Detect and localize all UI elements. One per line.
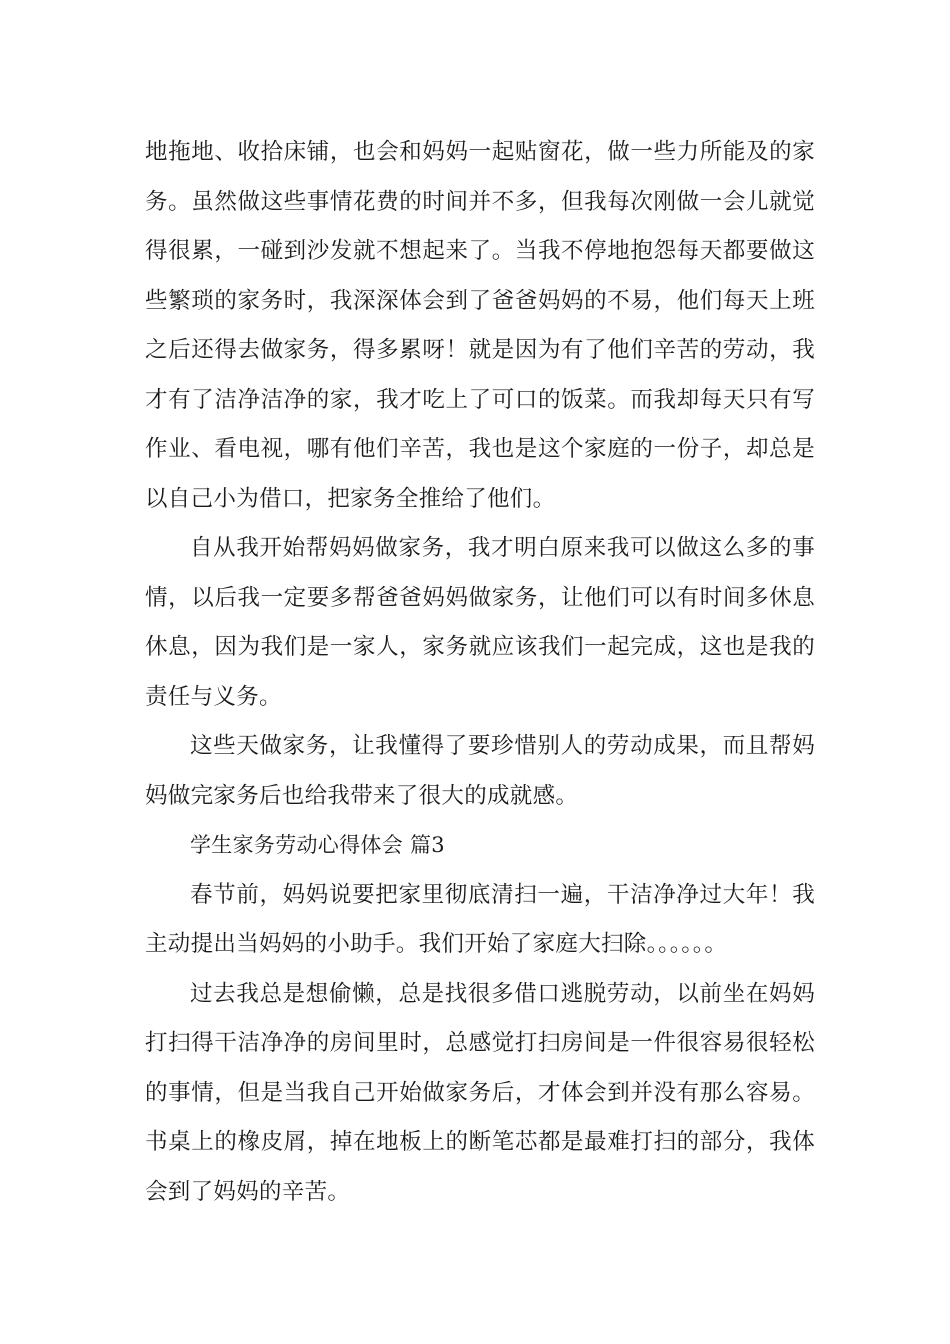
paragraph: 过去我总是想偷懒，总是找很多借口逃脱劳动，以前坐在妈妈打扫得干洁净净的房间里时，总感觉打扫房间是一件很容易很轻松的事情，但是当我自己开始做家务后，才体会到并没有那么容易。书桌上的橡皮屑，掉在地板上的断笔芯都是最难打扫的部分，我体会到了妈妈的辛苦。 bbox=[145, 980, 815, 1205]
section-heading: 学生家务劳动心得体会 篇3 bbox=[190, 833, 445, 857]
paragraph-continuation: 地拖地、收拾床铺，也会和妈妈一起贴窗花，做一些力所能及的家务。虽然做这些事情花费的时间并不多，但我每次刚做一会儿就觉得很累，一碰到沙发就不想起来了。当我不停地抱怨每天都要做这些繁琐的家务时，我深深体会到了爸爸妈妈的不易，他们每天上班之后还得去做家务，得多累呀！就是因为有了他们辛苦的劳动，我才有了洁净洁净的家，我才吃上了可口的饭菜。而我却每天只有写作业、看电视，哪有他们辛苦，我也是这个家庭的一份子，却总是以自己小为借口，把家务全推给了他们。 bbox=[145, 139, 815, 512]
paragraph: 自从我开始帮妈妈做家务，我才明白原来我可以做这么多的事情，以后我一定要多帮爸爸妈妈做家务，让他们可以有时间多休息休息，因为我们是一家人，家务就应该我们一起完成，这也是我的责任与义务。 bbox=[145, 535, 815, 710]
paragraph: 春节前，妈妈说要把家里彻底清扫一遍，干洁净净过大年！我主动提出当妈妈的小助手。我们开始了家庭大扫除。。。。。。 bbox=[145, 881, 815, 957]
document-body bbox=[145, 128, 815, 1217]
paragraph: 这些天做家务，让我懂得了要珍惜别人的劳动成果，而且帮妈妈做完家务后也给我带来了很大的成就感。 bbox=[145, 733, 815, 809]
